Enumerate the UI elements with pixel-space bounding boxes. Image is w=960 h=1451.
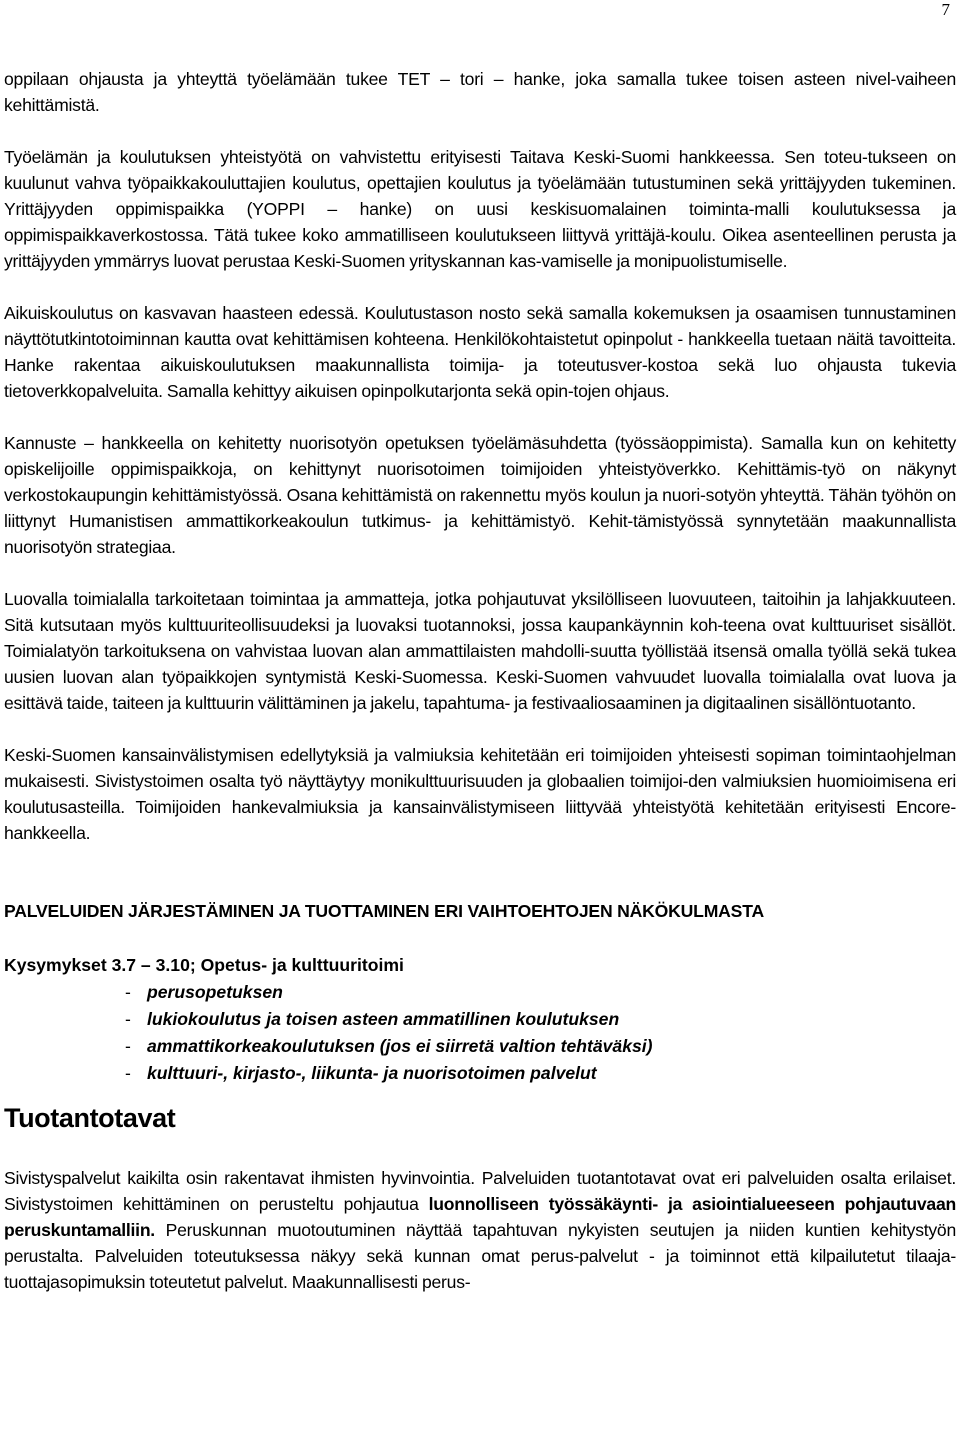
list-item xyxy=(125,1006,956,1033)
list-item-text: kulttuuri-, kirjasto-, liikunta- ja nuorisotoimen palvelut xyxy=(147,1063,597,1083)
section-heading: PALVELUIDEN JÄRJESTÄMINEN JA TUOTTAMINEN ERI VAIHTOEHTOJEN NÄKÖKULMASTA xyxy=(4,901,764,921)
list-dash: - xyxy=(125,1063,131,1083)
paragraph-tet-tori: oppilaan ohjausta ja yhteyttä työelämään tukee TET – tori – hanke, joka samalla tukee toisen asteen nivel-vaiheen kehittämistä. xyxy=(4,69,956,115)
list-item-text: ammattikorkeakoulutuksen (jos ei siirretä valtion tehtäväksi) xyxy=(147,1036,653,1056)
list-item-text: perusopetuksen xyxy=(147,982,283,1002)
page-number: 7 xyxy=(941,0,950,19)
list-item xyxy=(125,979,956,1006)
questions-label: Kysymykset 3.7 – 3.10; Opetus- ja kulttuuritoimi xyxy=(4,955,404,975)
spacer xyxy=(4,846,956,898)
list-item-text: lukiokoulutus ja toisen asteen ammatillinen koulutuksen xyxy=(147,1009,620,1029)
paragraph-aikuiskoulutus: Aikuiskoulutus on kasvavan haasteen edessä. Koulutustason nosto sekä samalla kokemuksen ja osaamisen tunnustaminen näyttötutkintotoiminnan kautta ovat kehittämisen kohteena. Henkilökohtaistetut opinpolut - hankkeella tuetaan näitä tavoitteita. Hanke rakentaa aikuiskoulutuksen maakunnallista toimija- ja toteutusver-kostoa sekä luo ohjausta tukevia tietoverkkopalveluita. Samalla kehittyy aikuisen opinpolkutarjonta sekä opin-tojen ohjaus. xyxy=(4,303,956,401)
tuotantotavat-heading: Tuotantotavat xyxy=(4,1103,176,1133)
paragraph-kansainvalistyminen: Keski-Suomen kansainvälistymisen edellytyksiä ja valmiuksia kehitetään eri toimijoiden yhteisesti sopiman toimintaohjelman mukaisesti. Sivistystoimen osalta työ näyttäytyy monikulttuurisuuden ja globaalien toimijoi-den valmiuksien huomioimisena eri koulutusasteilla. Toimijoiden hankevalmiuksia ja kansainvälistymiseen liittyvää yhteistyötä kehitetään erityisesti Encore-hankkeella. xyxy=(4,745,956,843)
document-body xyxy=(4,66,956,1295)
list-dash: - xyxy=(125,1009,131,1029)
paragraph-tuotantotavat xyxy=(4,1165,956,1295)
paragraph-text: Peruskunnan muotoutuminen näyttää tapahtuvan nykyisten seutujen ja niiden kuntien kehitystyön perustalta. Palveluiden toteutuksessa näkyy sekä kunnan omat perus-palvelut - ja toiminnot että kilpailutetut tilaaja-tuottajasopimuksin toteutetut palvelut. Maakunnallisesti perus- xyxy=(4,1220,956,1292)
paragraph-kannuste: Kannuste – hankkeella on kehitetty nuorisotyön opetuksen työelämäsuhdetta (työssäoppimista). Samalla kun on kehitetty opiskelijoille oppimispaikkoja, on kehittynyt nuorisotoimen toimijoiden yhteistyöverkko. Kehittämis-työ on näkynyt verkostokaupungin kehittämistyössä. Osana kehittämistä on rakennettu myös koulun ja nuori-sotyön yhteyttä. Tähän työhön on liittynyt Humanistisen ammattikorkeakoulun tutkimus- ja kehittämistyö. Kehit-tämistyössä synnytetään maakunnallista nuorisotyön strategiaa. xyxy=(4,433,956,557)
list-dash: - xyxy=(125,982,131,1002)
list-dash: - xyxy=(125,1036,131,1056)
paragraph-emphasis: luonnolliseen työssäkäynti- ja asiointialueeseen pohjautuvaan peruskuntamalliin. xyxy=(4,1194,956,1240)
list-item xyxy=(125,1033,956,1060)
paragraph-text: Sivistyspalvelut kaikilta osin rakentavat ihmisten hyvinvointia. Palveluiden tuotantotavat ovat eri palveluiden osalta erilaiset. Sivistystoimen kehittäminen on perusteltu pohjautua xyxy=(4,1168,956,1214)
list-item xyxy=(125,1060,956,1087)
service-list xyxy=(4,979,956,1087)
paragraph-taitava-keski-suomi: Työelämän ja koulutuksen yhteistyötä on vahvistettu erityisesti Taitava Keski-Suomi hankkeessa. Sen toteu-tukseen on kuulunut vahva työpaikkakouluttajien koulutus, opettajien koulutus ja työelämään tutustuminen sekä yrittäjyyden tukeminen. Yrittäjyyden oppimispaikka (YOPPI – hanke) on uusi keskisuomalainen toiminta-malli koulutuksessa ja oppimispaikkaverkostossa. Tätä tukee koko ammatilliseen koulutukseen liittyvä yrittäjä-koulu. Oikea asenteellinen perusta ja yrittäjyyden ymmärrys luovat perustaa Keski-Suomen yrityskannan kas-vamiselle ja monipuolistumiselle. xyxy=(4,147,956,271)
paragraph-luova-toimiala: Luovalla toimialalla tarkoitetaan toimintaa ja ammatteja, jotka pohjautuvat yksilölliseen luovuuteen, taitoihin ja lahjakkuuteen. Sitä kutsutaan myös kulttuuriteollisuudeksi ja luovaksi tuotannoksi, jossa kaupankäynnin koh-teena ovat kulttuuriset sisällöt. Toimialatyön tarkoituksena on vahvistaa luovan alan ammattilaisten mahdolli-suutta työllistää itsensä omalla työllä sekä tukea uusien luovan alan työpaikkojen syntymistä Keski-Suomessa. Keski-Suomen vahvuudet luovalla toimialalla ovat luova ja esittävä taide, taiteen ja kulttuurin välittäminen ja jakelu, tapahtuma- ja festivaaliosaaminen ja digitaalinen sisällöntuotanto. xyxy=(4,589,956,713)
